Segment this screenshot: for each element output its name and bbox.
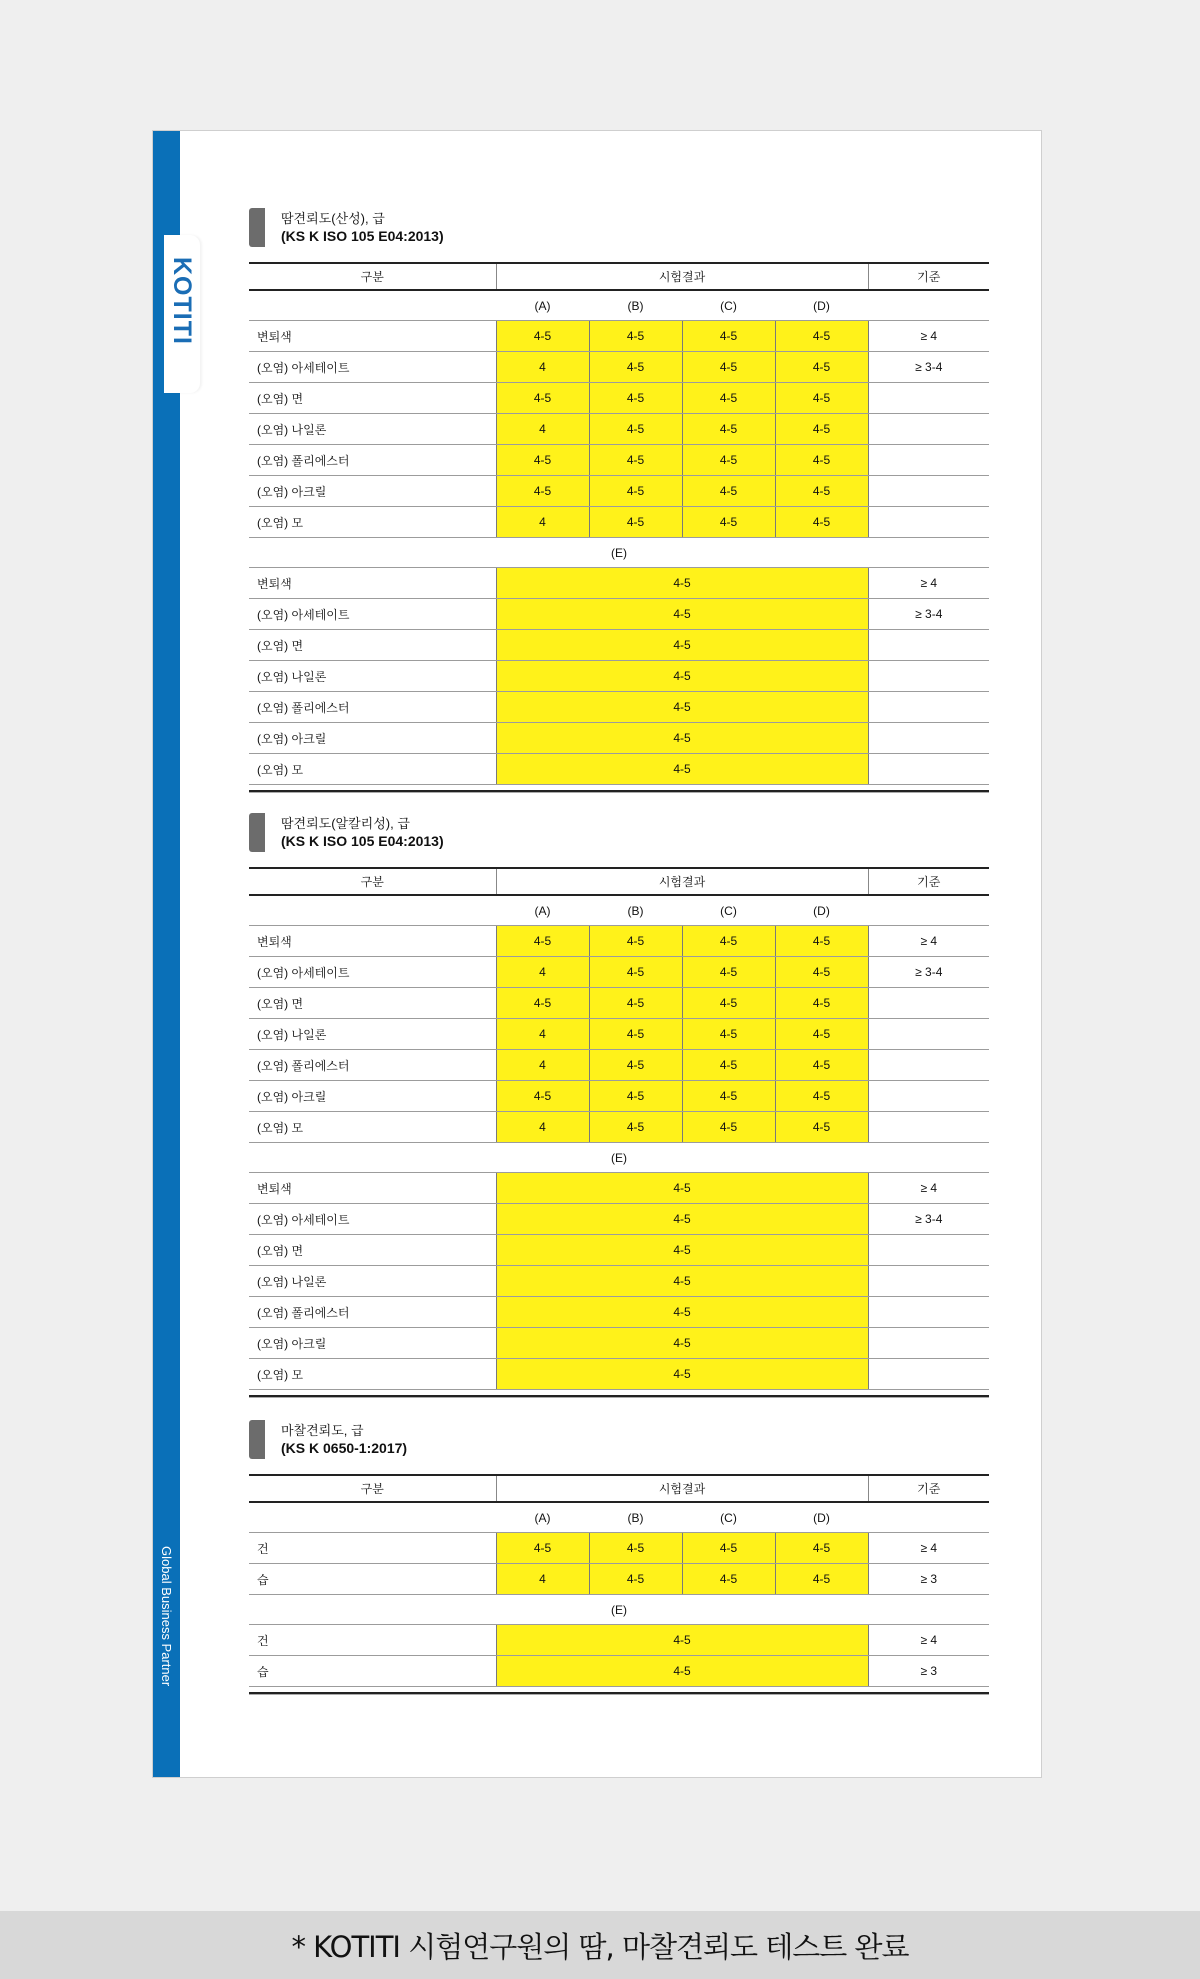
table-row — [249, 1564, 989, 1595]
row-label: (오염) 아크릴 — [249, 723, 496, 754]
table-row — [249, 1204, 989, 1235]
result-value: 4-5 — [496, 321, 589, 352]
result-value: 4-5 — [496, 1533, 589, 1564]
result-value: 4-5 — [775, 383, 868, 414]
row-criterion — [868, 383, 989, 414]
table-end-rule — [249, 790, 989, 793]
row-label: (오염) 아세테이트 — [249, 599, 496, 630]
row-criterion: ≥ 3-4 — [868, 1204, 989, 1235]
row-label: 건 — [249, 1533, 496, 1564]
subheader-row — [249, 290, 989, 321]
row-criterion — [868, 723, 989, 754]
result-value: 4-5 — [775, 1533, 868, 1564]
row-label: (오염) 모 — [249, 1359, 496, 1390]
result-value: 4-5 — [496, 630, 868, 661]
header-results: 시험결과 — [496, 1475, 868, 1502]
row-criterion — [868, 988, 989, 1019]
result-value: 4-5 — [682, 445, 775, 476]
result-value: 4 — [496, 414, 589, 445]
result-value: 4-5 — [496, 1081, 589, 1112]
result-value: 4-5 — [589, 1112, 682, 1143]
result-value: 4-5 — [775, 414, 868, 445]
row-criterion: ≥ 3-4 — [868, 599, 989, 630]
result-value: 4-5 — [496, 1656, 868, 1687]
table-row — [249, 352, 989, 383]
row-criterion — [868, 630, 989, 661]
section-alkaline-perspiration — [249, 811, 989, 1398]
row-criterion: ≥ 3-4 — [868, 957, 989, 988]
section-standard: (KS K 0650-1:2017) — [281, 1440, 408, 1456]
subheader-blank — [868, 1502, 989, 1533]
subheader-blank — [249, 290, 496, 321]
section-header — [249, 206, 989, 262]
table-row — [249, 1173, 989, 1204]
table-row — [249, 723, 989, 754]
row-criterion: ≥ 4 — [868, 568, 989, 599]
row-label: 건 — [249, 1625, 496, 1656]
section-marker — [249, 1420, 265, 1459]
row-criterion — [868, 1050, 989, 1081]
subheader-sample: (B) — [589, 290, 682, 321]
results-table — [249, 867, 989, 1390]
result-value: 4 — [496, 1050, 589, 1081]
row-label: (오염) 면 — [249, 383, 496, 414]
row-criterion — [868, 1019, 989, 1050]
results-table — [249, 262, 989, 785]
result-value: 4-5 — [682, 383, 775, 414]
row-criterion: ≥ 3 — [868, 1564, 989, 1595]
row-label: (오염) 모 — [249, 754, 496, 785]
row-label: (오염) 면 — [249, 630, 496, 661]
row-criterion — [868, 445, 989, 476]
table-row — [249, 445, 989, 476]
table-header-row — [249, 868, 989, 895]
result-value: 4-5 — [496, 1625, 868, 1656]
table-row — [249, 1235, 989, 1266]
subheader-sample: (C) — [682, 1502, 775, 1533]
subheader-row — [249, 895, 989, 926]
table-end-rule — [249, 1692, 989, 1695]
result-value: 4-5 — [496, 926, 589, 957]
result-value: 4-5 — [775, 1081, 868, 1112]
result-value: 4-5 — [496, 599, 868, 630]
subheader-sample: (A) — [496, 1502, 589, 1533]
table-row — [249, 957, 989, 988]
header-division: 구분 — [249, 263, 496, 290]
row-criterion: ≥ 4 — [868, 1533, 989, 1564]
result-value: 4 — [496, 1019, 589, 1050]
table-header-row — [249, 1475, 989, 1502]
result-value: 4-5 — [682, 1112, 775, 1143]
result-value: 4-5 — [589, 957, 682, 988]
row-label: (오염) 아크릴 — [249, 1328, 496, 1359]
result-value: 4-5 — [589, 414, 682, 445]
section-rubbing-fastness — [249, 1418, 989, 1695]
results-table — [249, 1474, 989, 1687]
row-criterion — [868, 1297, 989, 1328]
subheader-sample-e: (E) — [249, 538, 989, 568]
table-row — [249, 1112, 989, 1143]
result-value: 4-5 — [775, 1050, 868, 1081]
subheader-sample: (B) — [589, 895, 682, 926]
result-value: 4-5 — [682, 1019, 775, 1050]
subheader-row — [249, 1502, 989, 1533]
result-value: 4-5 — [496, 445, 589, 476]
row-label: (오염) 면 — [249, 1235, 496, 1266]
subheader-sample: (A) — [496, 895, 589, 926]
result-value: 4-5 — [775, 445, 868, 476]
result-value: 4-5 — [775, 926, 868, 957]
row-criterion — [868, 1112, 989, 1143]
result-value: 4 — [496, 1112, 589, 1143]
row-label: (오염) 폴리에스터 — [249, 1050, 496, 1081]
header-criterion: 기준 — [868, 868, 989, 895]
row-criterion: ≥ 4 — [868, 926, 989, 957]
table-row — [249, 1050, 989, 1081]
row-criterion: ≥ 4 — [868, 1173, 989, 1204]
result-value: 4 — [496, 507, 589, 538]
row-criterion — [868, 1328, 989, 1359]
row-criterion: ≥ 4 — [868, 321, 989, 352]
kotiti-logo: KOTITI — [168, 257, 196, 345]
section-acid-perspiration — [249, 206, 989, 793]
row-label: 습 — [249, 1656, 496, 1687]
result-value: 4-5 — [496, 1204, 868, 1235]
row-label: (오염) 모 — [249, 507, 496, 538]
header-division: 구분 — [249, 1475, 496, 1502]
table-row — [249, 1359, 989, 1390]
caption-bar — [0, 1911, 1200, 1979]
section-standard: (KS K ISO 105 E04:2013) — [281, 833, 444, 849]
section-standard: (KS K ISO 105 E04:2013) — [281, 228, 444, 244]
result-value: 4-5 — [496, 988, 589, 1019]
result-value: 4-5 — [496, 1235, 868, 1266]
result-value: 4-5 — [589, 352, 682, 383]
result-value: 4-5 — [589, 1533, 682, 1564]
result-value: 4-5 — [589, 1564, 682, 1595]
row-label: (오염) 나일론 — [249, 661, 496, 692]
section-header — [249, 1418, 989, 1474]
section-title: 마찰견뢰도, 급 — [281, 1423, 364, 1438]
row-criterion — [868, 661, 989, 692]
table-header-row — [249, 263, 989, 290]
result-value: 4-5 — [682, 1564, 775, 1595]
caption-text: * KOTITI 시험연구원의 땀, 마찰견뢰도 테스트 완료 — [291, 1929, 909, 1964]
result-value: 4-5 — [496, 1328, 868, 1359]
subheader-row-e — [249, 1143, 989, 1173]
result-value: 4-5 — [775, 1564, 868, 1595]
row-label: (오염) 폴리에스터 — [249, 692, 496, 723]
section-title: 땀견뢰도(알칼리성), 급 — [281, 816, 410, 831]
header-results: 시험결과 — [496, 263, 868, 290]
section-title: 땀견뢰도(산성), 급 — [281, 211, 385, 226]
result-value: 4-5 — [496, 568, 868, 599]
table-row — [249, 1656, 989, 1687]
result-value: 4-5 — [682, 1533, 775, 1564]
subheader-blank — [868, 290, 989, 321]
subheader-sample-e: (E) — [249, 1595, 989, 1625]
result-value: 4-5 — [496, 692, 868, 723]
table-row — [249, 661, 989, 692]
row-criterion: ≥ 3 — [868, 1656, 989, 1687]
table-row — [249, 988, 989, 1019]
header-division: 구분 — [249, 868, 496, 895]
report-page — [152, 130, 1042, 1778]
table-row — [249, 383, 989, 414]
table-row — [249, 1019, 989, 1050]
row-criterion — [868, 1081, 989, 1112]
table-row — [249, 321, 989, 352]
table-row — [249, 1533, 989, 1564]
row-label: 변퇴색 — [249, 1173, 496, 1204]
row-label: (오염) 폴리에스터 — [249, 445, 496, 476]
result-value: 4-5 — [496, 1359, 868, 1390]
section-marker — [249, 208, 265, 247]
row-criterion — [868, 414, 989, 445]
header-criterion: 기준 — [868, 1475, 989, 1502]
row-criterion — [868, 1359, 989, 1390]
row-label: 변퇴색 — [249, 926, 496, 957]
subheader-blank — [868, 895, 989, 926]
table-row — [249, 1328, 989, 1359]
result-value: 4-5 — [496, 1266, 868, 1297]
result-value: 4-5 — [775, 507, 868, 538]
row-criterion — [868, 1235, 989, 1266]
result-value: 4-5 — [589, 383, 682, 414]
result-value: 4-5 — [682, 321, 775, 352]
result-value: 4-5 — [496, 754, 868, 785]
section-marker — [249, 813, 265, 852]
row-label: 변퇴색 — [249, 321, 496, 352]
row-label: (오염) 나일론 — [249, 1019, 496, 1050]
result-value: 4-5 — [496, 1173, 868, 1204]
row-criterion — [868, 1266, 989, 1297]
row-label: 습 — [249, 1564, 496, 1595]
result-value: 4-5 — [589, 507, 682, 538]
row-label: (오염) 아크릴 — [249, 1081, 496, 1112]
subheader-blank — [249, 1502, 496, 1533]
row-criterion — [868, 692, 989, 723]
result-value: 4-5 — [589, 926, 682, 957]
header-results: 시험결과 — [496, 868, 868, 895]
result-value: 4-5 — [589, 1081, 682, 1112]
row-label: (오염) 면 — [249, 988, 496, 1019]
subheader-sample: (D) — [775, 895, 868, 926]
row-label: (오염) 아크릴 — [249, 476, 496, 507]
row-label: (오염) 아세테이트 — [249, 1204, 496, 1235]
result-value: 4-5 — [496, 383, 589, 414]
subheader-sample: (C) — [682, 895, 775, 926]
result-value: 4-5 — [589, 321, 682, 352]
result-value: 4 — [496, 352, 589, 383]
row-criterion — [868, 476, 989, 507]
table-row — [249, 692, 989, 723]
subheader-row-e — [249, 1595, 989, 1625]
subheader-row-e — [249, 538, 989, 568]
row-criterion — [868, 507, 989, 538]
table-row — [249, 599, 989, 630]
result-value: 4-5 — [589, 988, 682, 1019]
table-row — [249, 568, 989, 599]
subheader-sample: (A) — [496, 290, 589, 321]
table-row — [249, 754, 989, 785]
table-row — [249, 414, 989, 445]
row-label: (오염) 아세테이트 — [249, 352, 496, 383]
subheader-sample-e: (E) — [249, 1143, 989, 1173]
result-value: 4-5 — [775, 957, 868, 988]
row-label: (오염) 폴리에스터 — [249, 1297, 496, 1328]
result-value: 4 — [496, 957, 589, 988]
row-label: (오염) 나일론 — [249, 414, 496, 445]
subheader-sample: (D) — [775, 290, 868, 321]
row-label: (오염) 나일론 — [249, 1266, 496, 1297]
subheader-sample: (C) — [682, 290, 775, 321]
row-label: (오염) 아세테이트 — [249, 957, 496, 988]
result-value: 4-5 — [775, 988, 868, 1019]
row-criterion: ≥ 4 — [868, 1625, 989, 1656]
row-label: 변퇴색 — [249, 568, 496, 599]
result-value: 4-5 — [682, 507, 775, 538]
subheader-sample: (B) — [589, 1502, 682, 1533]
result-value: 4-5 — [682, 1050, 775, 1081]
row-label: (오염) 모 — [249, 1112, 496, 1143]
sidebar-tagline: Global Business Partner — [159, 1546, 174, 1687]
result-value: 4-5 — [589, 445, 682, 476]
row-criterion — [868, 754, 989, 785]
result-value: 4-5 — [682, 1081, 775, 1112]
table-row — [249, 1297, 989, 1328]
result-value: 4-5 — [496, 476, 589, 507]
header-criterion: 기준 — [868, 263, 989, 290]
result-value: 4-5 — [775, 321, 868, 352]
table-row — [249, 926, 989, 957]
table-row — [249, 1081, 989, 1112]
result-value: 4-5 — [589, 1050, 682, 1081]
result-value: 4-5 — [589, 476, 682, 507]
result-value: 4-5 — [682, 957, 775, 988]
result-value: 4-5 — [682, 476, 775, 507]
result-value: 4-5 — [775, 476, 868, 507]
result-value: 4-5 — [496, 723, 868, 754]
result-value: 4-5 — [775, 1112, 868, 1143]
subheader-sample: (D) — [775, 1502, 868, 1533]
table-row — [249, 476, 989, 507]
table-end-rule — [249, 1395, 989, 1398]
section-header — [249, 811, 989, 867]
result-value: 4-5 — [496, 661, 868, 692]
result-value: 4-5 — [775, 352, 868, 383]
result-value: 4-5 — [496, 1297, 868, 1328]
logo-tab — [164, 235, 200, 393]
result-value: 4-5 — [682, 414, 775, 445]
table-row — [249, 1625, 989, 1656]
result-value: 4-5 — [589, 1019, 682, 1050]
result-value: 4-5 — [682, 352, 775, 383]
table-row — [249, 630, 989, 661]
result-value: 4-5 — [682, 926, 775, 957]
result-value: 4 — [496, 1564, 589, 1595]
subheader-blank — [249, 895, 496, 926]
row-criterion: ≥ 3-4 — [868, 352, 989, 383]
result-value: 4-5 — [775, 1019, 868, 1050]
result-value: 4-5 — [682, 988, 775, 1019]
table-row — [249, 507, 989, 538]
table-row — [249, 1266, 989, 1297]
